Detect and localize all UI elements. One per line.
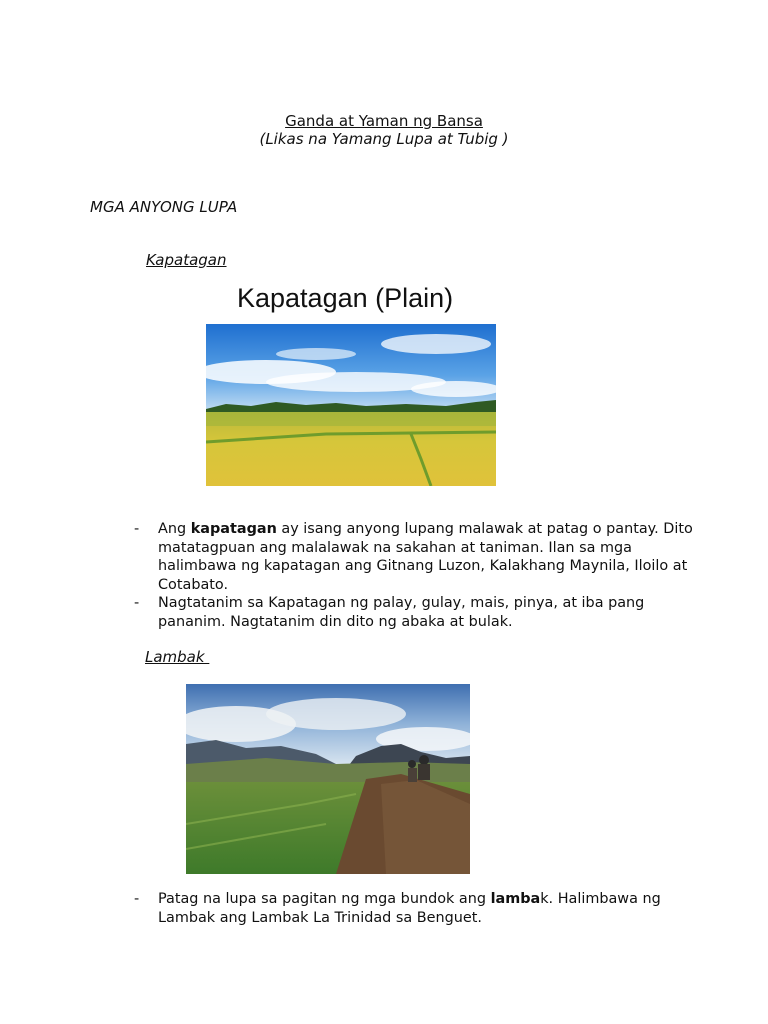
bullet-text-pre: Ang bbox=[158, 521, 191, 537]
bullet-dash: - bbox=[134, 595, 140, 611]
list-item bbox=[134, 520, 694, 594]
bullet-dash: - bbox=[134, 891, 140, 907]
bullet-dash: - bbox=[134, 521, 140, 537]
kapatagan-image-caption: Kapatagan (Plain) bbox=[237, 283, 454, 313]
lambak-photo bbox=[186, 684, 470, 874]
kapatagan-bullets bbox=[134, 520, 694, 631]
bullet-text-bold: lamba bbox=[490, 891, 541, 907]
kapatagan-photo bbox=[206, 324, 496, 486]
document-title: Ganda at Yaman ng Bansa bbox=[285, 112, 483, 130]
lambak-heading: Lambak bbox=[145, 648, 210, 666]
list-item bbox=[134, 890, 694, 927]
document-subtitle: (Likas na Yamang Lupa at Tubig ) bbox=[259, 130, 509, 148]
bullet-text: Nagtatanim sa Kapatagan ng palay, gulay, mais, pinya, at iba pang pananim. Nagtatanim din dito ng abaka at bulak. bbox=[158, 595, 645, 630]
bullet-text-post: k. Halimbawa ng Lambak ang Lambak La Trinidad sa Benguet. bbox=[158, 891, 661, 926]
bullet-text-bold: kapatagan bbox=[190, 521, 277, 537]
list-item bbox=[134, 594, 694, 631]
section-heading: MGA ANYONG LUPA bbox=[90, 198, 238, 216]
bullet-text-post: ay isang anyong lupang malawak at patag o pantay. Dito matatagpuan ang malalawak na sakahan at taniman. Ilan sa mga halimbawa ng kapatagan ang Gitnang Luzon, Kalakhang Maynila, Iloilo at Cotabato. bbox=[158, 521, 693, 593]
lambak-bullets bbox=[134, 890, 694, 927]
bullet-text-pre: Patag na lupa sa pagitan ng mga bundok ang bbox=[158, 891, 491, 907]
kapatagan-heading: Kapatagan bbox=[146, 251, 227, 269]
